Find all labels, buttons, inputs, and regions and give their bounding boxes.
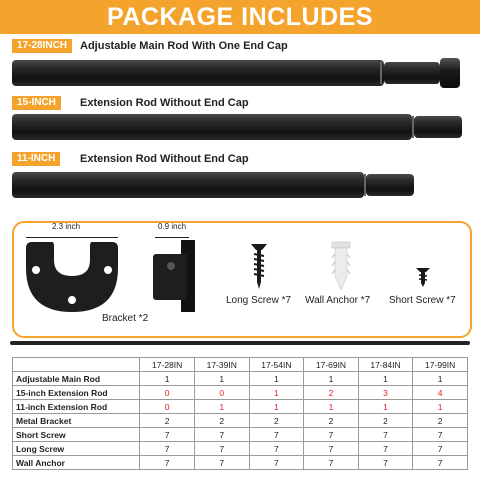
rod-size-tag: 15-INCH bbox=[12, 96, 61, 110]
wall-anchor-icon bbox=[330, 240, 352, 292]
table-row bbox=[13, 400, 468, 414]
table-row bbox=[13, 372, 468, 386]
table-header-row bbox=[13, 358, 468, 372]
table-cell: 0 bbox=[140, 386, 195, 400]
table-cell: 7 bbox=[194, 456, 249, 470]
table-cell: 2 bbox=[304, 414, 359, 428]
table-cell: 1 bbox=[304, 372, 359, 386]
bracket-label: Bracket *2 bbox=[102, 313, 149, 324]
long-screw-label: Long Screw *7 bbox=[226, 295, 292, 306]
table-cell: 7 bbox=[358, 442, 413, 456]
table-cell: 1 bbox=[413, 372, 468, 386]
bracket-side-image bbox=[153, 240, 197, 312]
table-row bbox=[13, 414, 468, 428]
table-cell: 7 bbox=[140, 442, 195, 456]
table-cell: 2 bbox=[249, 414, 304, 428]
table-corner bbox=[13, 358, 140, 372]
table-column-header: 17-54IN bbox=[249, 358, 304, 372]
table-cell: 7 bbox=[413, 428, 468, 442]
dimension-line bbox=[155, 237, 189, 238]
table-cell: 7 bbox=[304, 456, 359, 470]
rod-description: Extension Rod Without End Cap bbox=[80, 153, 249, 165]
table-cell: 7 bbox=[358, 428, 413, 442]
row-label: Wall Anchor bbox=[13, 456, 140, 470]
table-cell: 4 bbox=[413, 386, 468, 400]
configuration-table bbox=[12, 357, 468, 470]
table-row bbox=[13, 428, 468, 442]
row-label: Adjustable Main Rod bbox=[13, 372, 140, 386]
table-cell: 1 bbox=[304, 400, 359, 414]
bracket-depth-label: 0.9 inch bbox=[158, 222, 187, 231]
rod-size-tag: 17-28INCH bbox=[12, 39, 72, 53]
table-column-header: 17-99IN bbox=[413, 358, 468, 372]
table-cell: 2 bbox=[194, 414, 249, 428]
row-label: Long Screw bbox=[13, 442, 140, 456]
row-label: Metal Bracket bbox=[13, 414, 140, 428]
table-cell: 7 bbox=[249, 456, 304, 470]
assembled-rod-image bbox=[10, 341, 470, 345]
table-cell: 3 bbox=[358, 386, 413, 400]
table-cell: 1 bbox=[249, 400, 304, 414]
table-cell: 1 bbox=[140, 372, 195, 386]
bracket-front-image bbox=[22, 238, 122, 316]
table-cell: 7 bbox=[358, 456, 413, 470]
row-label: 11-inch Extension Rod bbox=[13, 400, 140, 414]
short-screw-icon bbox=[414, 266, 432, 288]
long-screw-icon bbox=[248, 242, 270, 290]
row-label: Short Screw bbox=[13, 428, 140, 442]
table-cell: 1 bbox=[249, 372, 304, 386]
row-label: 15-inch Extension Rod bbox=[13, 386, 140, 400]
table-row bbox=[13, 386, 468, 400]
table-cell: 0 bbox=[194, 386, 249, 400]
table-cell: 7 bbox=[194, 428, 249, 442]
table-cell: 7 bbox=[304, 428, 359, 442]
table-cell: 2 bbox=[140, 414, 195, 428]
table-column-header: 17-84IN bbox=[358, 358, 413, 372]
table-cell: 2 bbox=[304, 386, 359, 400]
table-column-header: 17-39IN bbox=[194, 358, 249, 372]
short-screw-label: Short Screw *7 bbox=[389, 295, 456, 306]
table-cell: 1 bbox=[194, 372, 249, 386]
table-cell: 1 bbox=[194, 400, 249, 414]
table-cell: 1 bbox=[358, 400, 413, 414]
table-cell: 7 bbox=[304, 442, 359, 456]
table-cell: 7 bbox=[413, 442, 468, 456]
table-cell: 1 bbox=[249, 386, 304, 400]
table-cell: 7 bbox=[140, 456, 195, 470]
table-row bbox=[13, 456, 468, 470]
table-cell: 7 bbox=[249, 442, 304, 456]
rod-size-tag: 11-INCH bbox=[12, 152, 60, 166]
table-row bbox=[13, 442, 468, 456]
table-column-header: 17-28IN bbox=[140, 358, 195, 372]
rod-description: Adjustable Main Rod With One End Cap bbox=[80, 40, 288, 52]
bracket-width-label: 2.3 inch bbox=[52, 222, 81, 231]
table-cell: 7 bbox=[249, 428, 304, 442]
banner-title: PACKAGE INCLUDES bbox=[107, 2, 373, 31]
table-cell: 7 bbox=[140, 428, 195, 442]
table-column-header: 17-69IN bbox=[304, 358, 359, 372]
table-cell: 7 bbox=[413, 456, 468, 470]
table-cell: 2 bbox=[413, 414, 468, 428]
table-cell: 1 bbox=[358, 372, 413, 386]
table-cell: 1 bbox=[413, 400, 468, 414]
table-cell: 7 bbox=[194, 442, 249, 456]
rod-description: Extension Rod Without End Cap bbox=[80, 97, 249, 109]
table-cell: 2 bbox=[358, 414, 413, 428]
package-banner bbox=[0, 0, 480, 34]
wall-anchor-label: Wall Anchor *7 bbox=[305, 295, 371, 306]
table-cell: 0 bbox=[140, 400, 195, 414]
